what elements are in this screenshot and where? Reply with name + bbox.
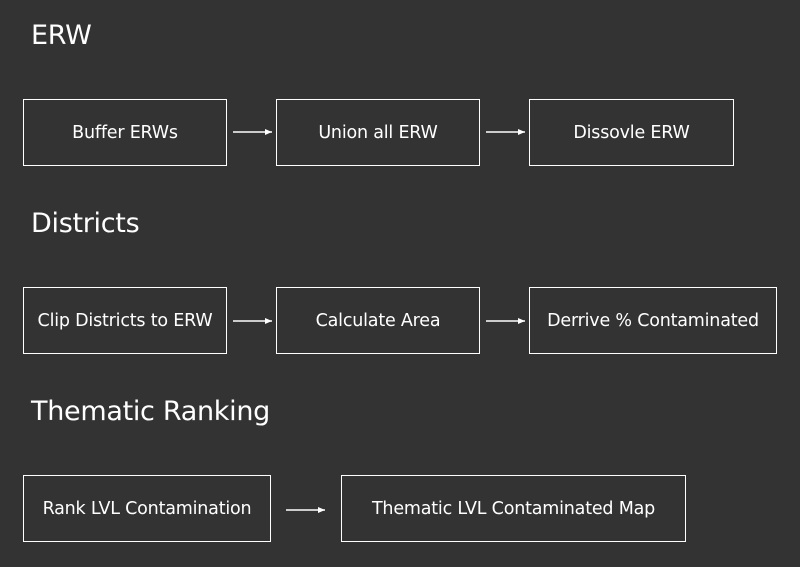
step-label: Derrive % Contaminated (547, 310, 759, 331)
step-thematic-map (341, 475, 686, 542)
step-label: Calculate Area (315, 310, 441, 331)
step-label: Dissovle ERW (573, 122, 690, 143)
step-label: Rank LVL Contamination (42, 498, 252, 519)
step-rank-contamination (23, 475, 271, 542)
step-label: Clip Districts to ERW (37, 310, 213, 331)
step-derive-percent-contaminated (529, 287, 777, 354)
section-title-erw: ERW (31, 20, 92, 51)
step-calculate-area (276, 287, 480, 354)
step-label: Buffer ERWs (72, 122, 178, 143)
step-buffer-erws (23, 99, 227, 166)
section-title-thematic-ranking: Thematic Ranking (31, 396, 270, 427)
step-dissolve-erw (529, 99, 734, 166)
step-union-all-erw (276, 99, 480, 166)
step-label: Thematic LVL Contaminated Map (371, 498, 656, 519)
section-title-districts: Districts (31, 208, 140, 239)
step-label: Union all ERW (318, 122, 438, 143)
step-clip-districts (23, 287, 227, 354)
